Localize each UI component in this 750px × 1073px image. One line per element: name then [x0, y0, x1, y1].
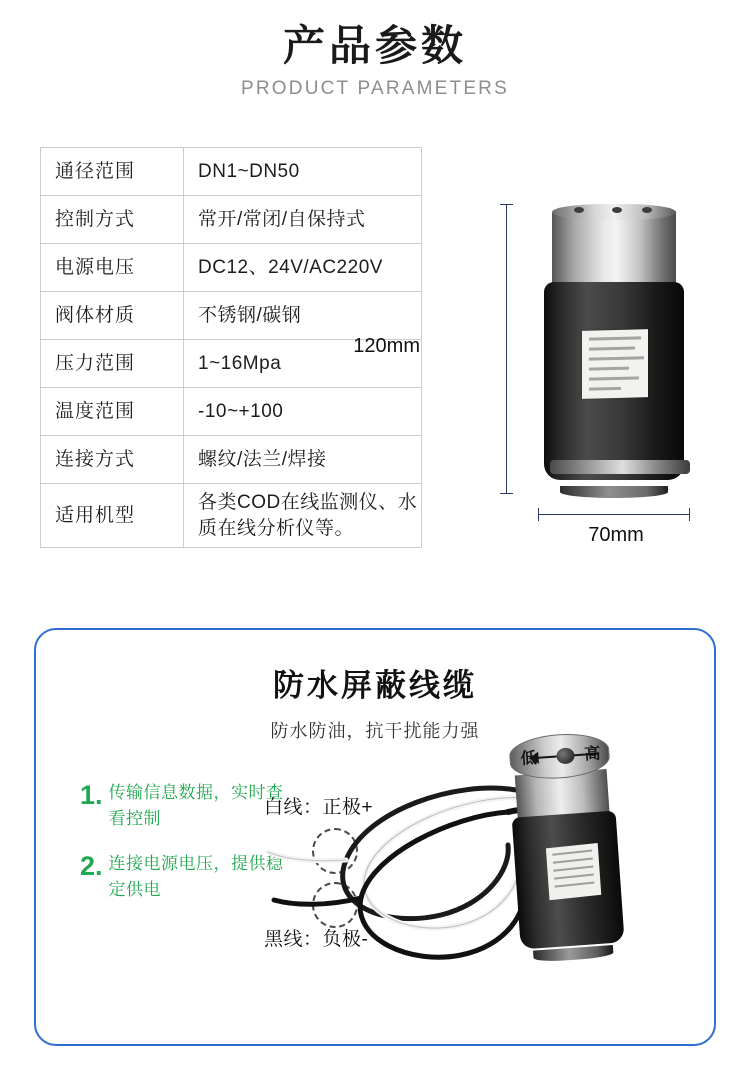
spec-key: 压力范围: [41, 340, 184, 388]
table-row: [41, 148, 422, 196]
valve-spec-label: [546, 843, 601, 900]
page-header: [0, 0, 750, 100]
height-dimension-line: [506, 204, 507, 494]
spec-key: 通径范围: [41, 148, 184, 196]
table-row: [41, 484, 422, 548]
width-dimension-label: 70mm: [588, 524, 644, 546]
spec-key: 适用机型: [41, 484, 184, 548]
page-subtitle: PRODUCT PARAMETERS: [241, 78, 509, 100]
spec-key: 控制方式: [41, 196, 184, 244]
spec-value: 常开/常闭/自保持式: [184, 196, 422, 244]
table-row: [41, 388, 422, 436]
adjust-knob[interactable]: [556, 747, 575, 764]
spec-key: 阀体材质: [41, 292, 184, 340]
cable-feature-card: [34, 628, 716, 1046]
valve-cap-hole-icon: [574, 207, 584, 213]
spec-value: 各类COD在线监测仪、水质在线分析仪等。: [184, 484, 422, 548]
spec-key: 温度范围: [41, 388, 184, 436]
valve-mark-high: 高: [583, 745, 602, 764]
table-row: [41, 436, 422, 484]
spec-key: 电源电压: [41, 244, 184, 292]
height-dimension-label: 120mm: [353, 335, 420, 357]
valve-base-ring: [550, 460, 690, 474]
valve-spec-label: [582, 329, 648, 399]
spec-value: DC12、24V/AC220V: [184, 244, 422, 292]
solenoid-valve-image-small: [500, 730, 634, 968]
bullet-number: 2.: [80, 851, 103, 881]
table-row: [41, 292, 422, 340]
spec-value: -10~+100: [184, 388, 422, 436]
spec-value: 螺纹/法兰/焊接: [184, 436, 422, 484]
spec-key: 连接方式: [41, 436, 184, 484]
table-row: [41, 244, 422, 292]
valve-base-foot: [560, 486, 668, 498]
spec-value: 不锈钢/碳钢: [184, 292, 422, 340]
spec-value: 1~16Mpa: [184, 340, 422, 388]
white-wire-label: 白线：正极+: [264, 797, 374, 818]
cable-card-subtitle: 防水防油，抗干扰能力强: [270, 721, 480, 741]
black-wire-label: 黑线：负极-: [264, 929, 369, 950]
bullet-text: 连接电源电压，提供稳定供电: [108, 854, 284, 899]
valve-cap-hole-icon: [642, 207, 652, 213]
valve-mark-low: 低: [520, 749, 538, 768]
valve-silver-section: [552, 212, 676, 284]
page-title: 产品参数: [282, 22, 467, 69]
spec-value: DN1~DN50: [184, 148, 422, 196]
cable-card-title: 防水屏蔽线缆: [273, 668, 477, 703]
bullet-text: 传输信息数据，实时查看控制: [108, 783, 284, 828]
product-photo-area: [353, 180, 730, 580]
width-dimension-line: [538, 514, 690, 515]
table-row: [41, 196, 422, 244]
valve-cap-hole-icon: [612, 207, 622, 213]
bullet-number: 1.: [80, 780, 103, 810]
solenoid-valve-image: [538, 204, 690, 494]
